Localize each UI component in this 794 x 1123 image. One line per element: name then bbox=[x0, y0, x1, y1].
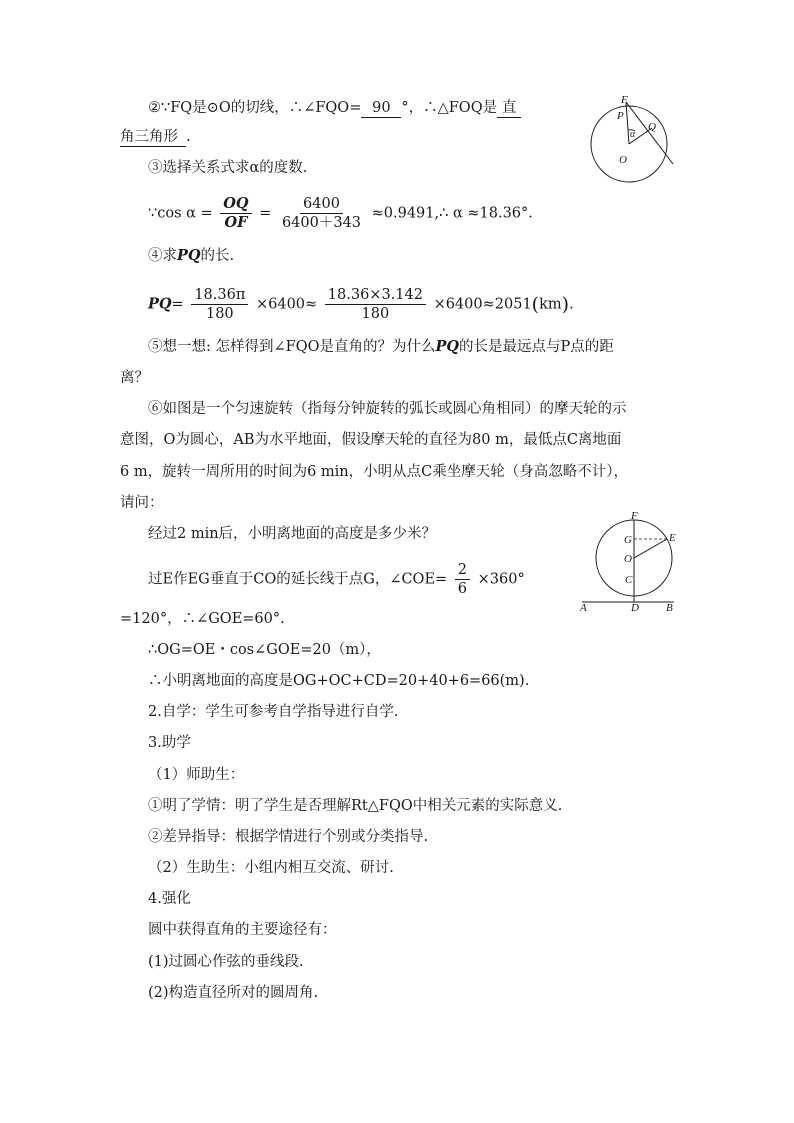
line-ferris-4 bbox=[120, 493, 164, 513]
numerator: 18.36×3.142 bbox=[325, 287, 426, 305]
denominator: OF bbox=[224, 214, 248, 231]
line-height bbox=[148, 671, 529, 691]
label-g: G bbox=[624, 534, 632, 546]
line-teacher-help bbox=[148, 765, 244, 785]
fraction-2-over-6 bbox=[455, 562, 470, 597]
answer-blank-right-triangle-part1: 直 bbox=[497, 99, 521, 118]
numerator: 2 bbox=[455, 562, 470, 580]
text: °，∴△FOQ是 bbox=[401, 100, 498, 116]
text: 经过2 min后，小明离地面的高度是多少米？ bbox=[148, 526, 437, 542]
line-ferris-3 bbox=[120, 462, 628, 482]
line-tangent-angle bbox=[148, 98, 521, 118]
text: （2）生助生：小组内相互交流、研讨. bbox=[148, 860, 394, 876]
ferris-wheel-diagram bbox=[578, 512, 682, 612]
text: 离？ bbox=[120, 370, 149, 386]
text: =120°，∴∠GOE=60°. bbox=[120, 611, 285, 627]
label-p: P bbox=[617, 110, 624, 122]
text: (2)构造直径所对的圆周角. bbox=[148, 985, 319, 1001]
line-question bbox=[148, 524, 436, 544]
label-c: C bbox=[625, 574, 633, 586]
text: ×6400≈ bbox=[255, 296, 318, 313]
text: 6 m，旋转一周所用的时间为6 min，小明从点C乘坐摩天轮（身高忽略不计）， bbox=[120, 464, 628, 480]
unit-km: km bbox=[539, 296, 562, 313]
arc-pq-symbol: PQ bbox=[177, 247, 201, 264]
label-o: O bbox=[619, 154, 627, 166]
label-e: E bbox=[669, 532, 676, 544]
line-ferris-2 bbox=[120, 430, 621, 450]
line-og bbox=[148, 640, 381, 660]
text: ⑤想一想: 怎样得到∠FQO是直角的？为什么 bbox=[148, 339, 436, 355]
text: 3.助学 bbox=[148, 735, 191, 751]
label-f: F bbox=[621, 94, 628, 106]
paren: ) bbox=[561, 293, 570, 316]
label-a: A bbox=[580, 602, 587, 612]
text: 过E作EG垂直于CO的延长线于点G，∠COE= bbox=[148, 571, 448, 588]
line-guidance bbox=[148, 827, 428, 847]
label-alpha: α bbox=[630, 129, 636, 140]
line-cos-formula bbox=[148, 196, 533, 231]
fraction-18-36-times-3-142 bbox=[325, 287, 426, 322]
line-peer-help bbox=[148, 858, 394, 878]
text: . bbox=[186, 129, 191, 145]
text: ④求 bbox=[148, 248, 177, 264]
label-f: F bbox=[631, 512, 638, 522]
line-angle-coe bbox=[148, 562, 525, 597]
line-self-study bbox=[148, 702, 398, 722]
label-d: D bbox=[631, 602, 639, 612]
text: 的长. bbox=[200, 248, 235, 264]
text: ∵cos α = bbox=[148, 205, 213, 222]
text: 请问： bbox=[120, 495, 164, 511]
text: ⑥如图是一个匀速旋转（指每分钟旋转的弧长或圆心角相同）的摩天轮的示 bbox=[148, 401, 627, 417]
arc-pq-symbol: PQ bbox=[435, 338, 460, 355]
numerator: 6400 bbox=[300, 196, 343, 214]
numerator: OQ bbox=[220, 196, 251, 214]
line-ferris-1 bbox=[148, 399, 627, 419]
text: (1)过圆心作弦的垂线段. bbox=[148, 954, 304, 970]
text: ①明了学情：明了学生是否理解Rt△FQO中相关元素的实际意义. bbox=[148, 798, 563, 814]
denominator: 180 bbox=[205, 306, 234, 322]
fraction-6400 bbox=[279, 196, 364, 231]
segment-of bbox=[626, 102, 629, 144]
line-step4 bbox=[148, 246, 234, 266]
line-help bbox=[148, 733, 191, 753]
line-120 bbox=[120, 609, 285, 629]
text: 4.强化 bbox=[148, 891, 191, 907]
text: = bbox=[259, 205, 272, 222]
line-right-triangle bbox=[120, 127, 191, 147]
line-reinforce bbox=[148, 889, 191, 909]
text: ②∵FQ是⊙O的切线，∴∠FQO= bbox=[148, 100, 362, 116]
text: . bbox=[569, 296, 574, 313]
denominator: 180 bbox=[361, 306, 390, 322]
label-b: B bbox=[666, 602, 673, 612]
text: ∴OG=OE・cos∠GOE=20（m）， bbox=[148, 642, 381, 658]
denominator: 6 bbox=[457, 581, 468, 597]
line-step3 bbox=[148, 158, 307, 178]
line-arc-length bbox=[148, 287, 574, 322]
text: ≈0.9491,∴ α ≈18.36°. bbox=[371, 205, 533, 222]
numerator: 18.36π bbox=[191, 287, 248, 305]
line-method-1 bbox=[148, 952, 304, 972]
line-method-2 bbox=[148, 983, 318, 1003]
line-understand bbox=[148, 796, 562, 816]
answer-blank-right-triangle-part2: 角三角形 bbox=[120, 128, 186, 147]
text: ∴小明离地面的高度是OG+OC+CD=20+40+6=66(m). bbox=[148, 673, 530, 689]
label-o: O bbox=[624, 553, 632, 565]
text: 2.自学：学生可参考自学指导进行自学. bbox=[148, 704, 399, 720]
fraction-oq-over-of bbox=[220, 196, 251, 231]
text: ×6400≈2051 bbox=[433, 296, 532, 313]
answer-blank-90: 90 bbox=[361, 99, 401, 118]
text: 的长是最远点与P点的距 bbox=[459, 339, 614, 355]
label-q: Q bbox=[648, 121, 656, 133]
line-methods bbox=[148, 920, 337, 940]
arc-pq-symbol: PQ bbox=[148, 295, 172, 313]
text: 意图，O为圆心，AB为水平地面，假设摩天轮的直径为80 m，最低点C离地面 bbox=[120, 432, 622, 448]
text: ③选择关系式求α的度数. bbox=[148, 160, 308, 176]
tangent-diagram bbox=[588, 90, 684, 186]
text: ×360° bbox=[477, 571, 525, 588]
denominator: 6400＋343 bbox=[281, 215, 362, 231]
line-think-cont bbox=[120, 368, 149, 388]
text: ②差异指导：根据学情进行个别或分类指导. bbox=[148, 829, 429, 845]
text: 圆中获得直角的主要途径有： bbox=[148, 922, 337, 938]
text: （1）师助生： bbox=[148, 767, 245, 783]
text: = bbox=[171, 296, 184, 313]
paren: ( bbox=[531, 293, 540, 316]
segment-oe bbox=[634, 539, 667, 558]
line-think bbox=[148, 337, 614, 357]
fraction-18-36-pi bbox=[191, 287, 248, 322]
